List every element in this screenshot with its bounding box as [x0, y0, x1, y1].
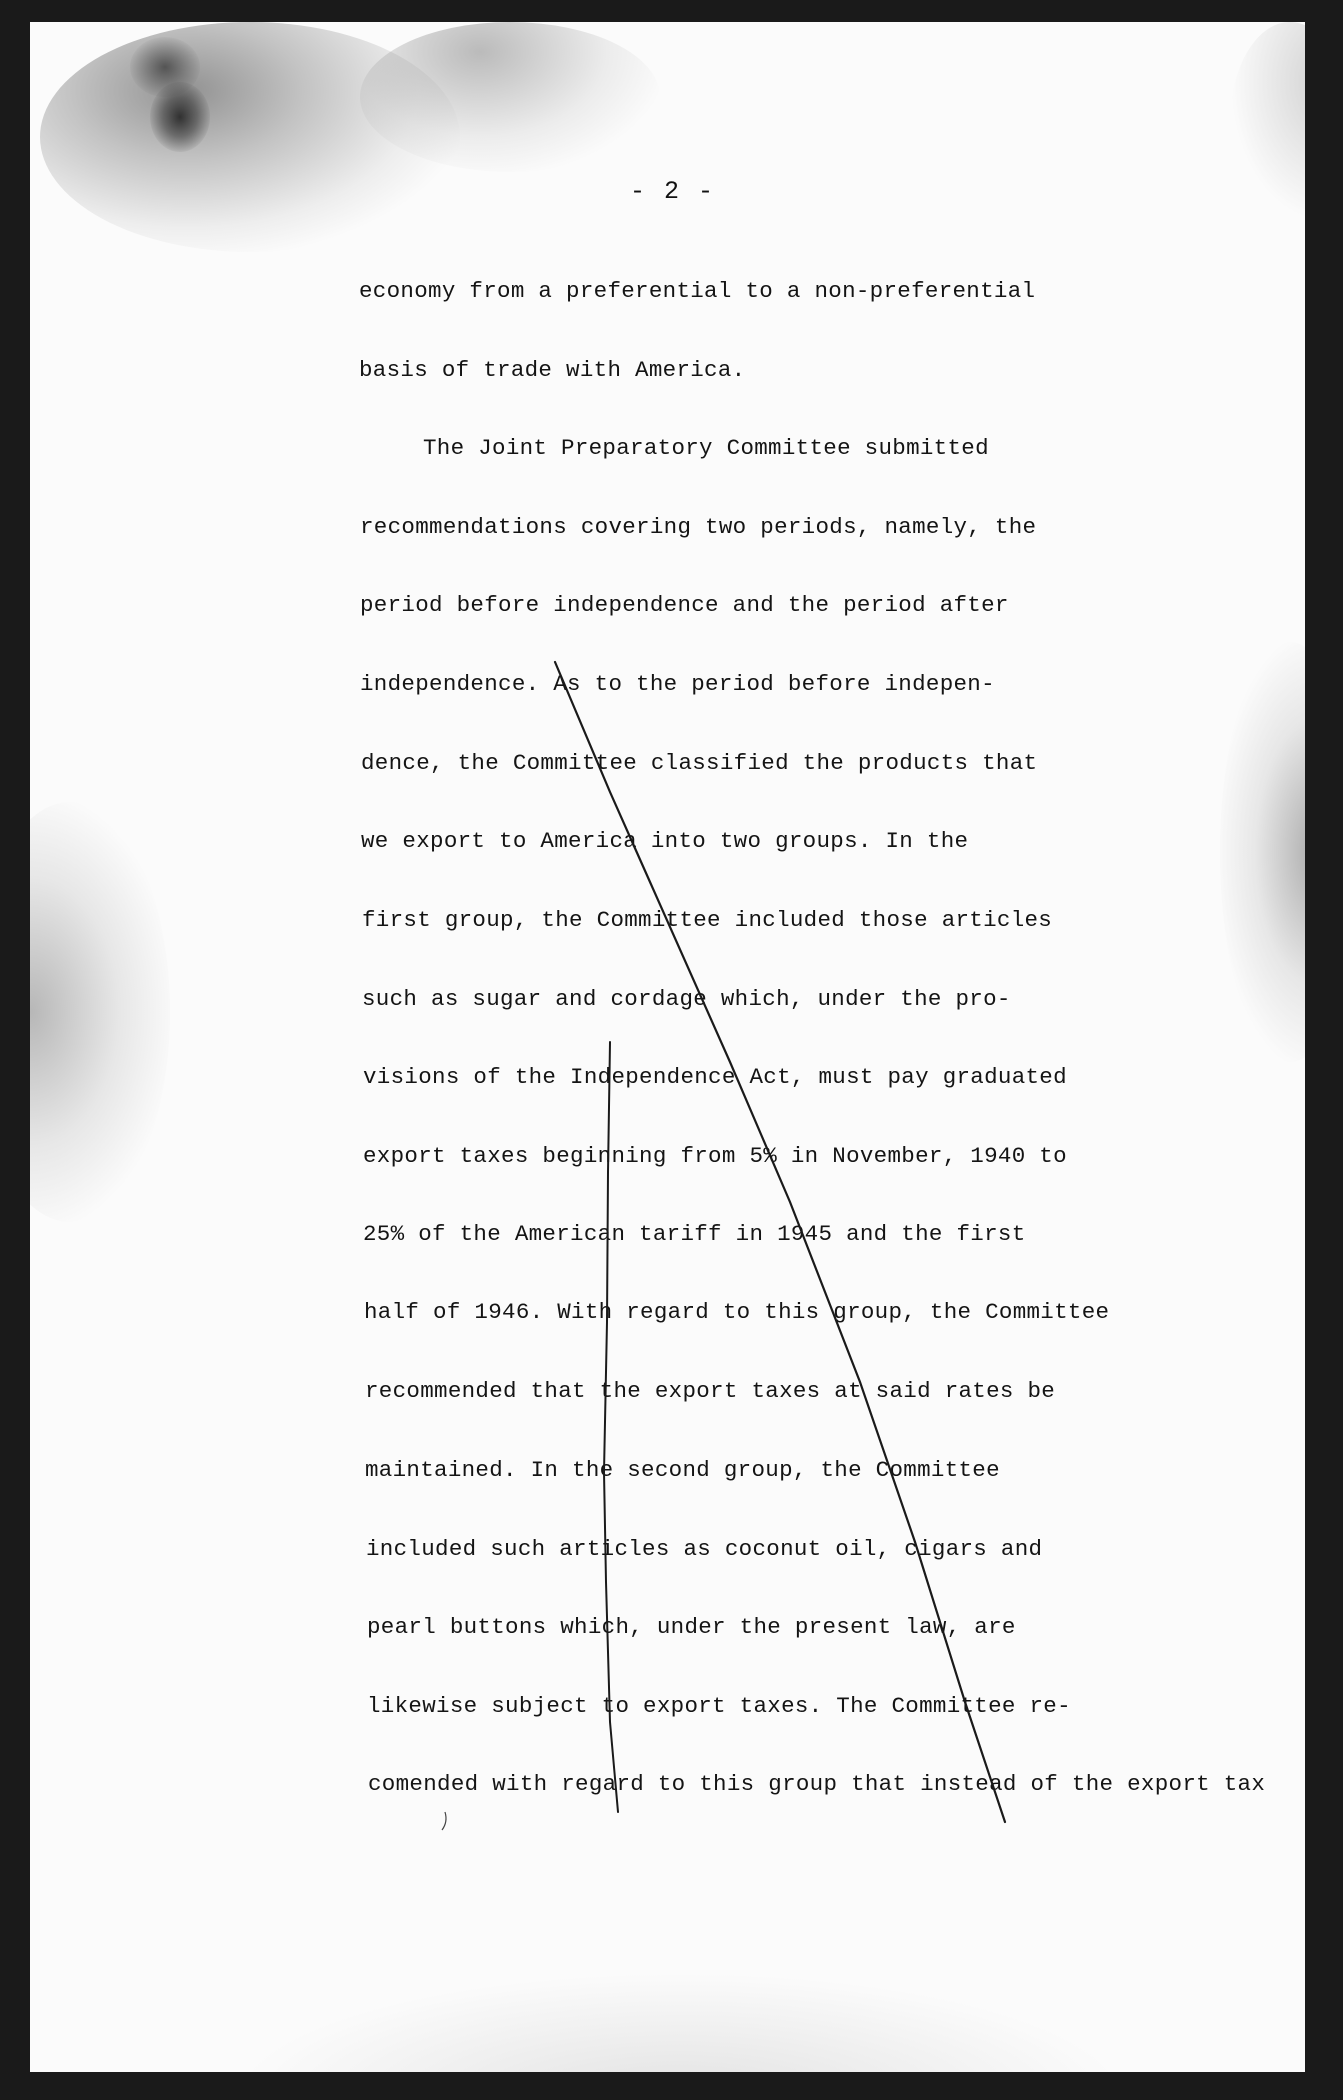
text-line: The Joint Preparatory Committee submitted: [423, 435, 989, 461]
text-line: period before independence and the period after: [360, 592, 1009, 618]
text-line: 25% of the American tariff in 1945 and the first: [363, 1221, 1026, 1247]
text-line: maintained. In the second group, the Committee: [365, 1457, 1000, 1483]
text-line: likewise subject to export taxes. The Committee re-: [367, 1693, 1071, 1719]
ink-stain: [30, 802, 170, 1222]
text-line: pearl buttons which, under the present law, are: [367, 1614, 1016, 1640]
ink-stain: [130, 37, 200, 97]
text-line: export taxes beginning from 5% in November, 1940 to: [363, 1143, 1067, 1169]
pencil-strike-lines: [30, 22, 1305, 2072]
text-line: economy from a preferential to a non-preferential: [359, 278, 1036, 304]
text-line: such as sugar and cordage which, under the pro-: [362, 986, 1011, 1012]
text-line: recommended that the export taxes at said rates be: [365, 1378, 1056, 1404]
text-line: included such articles as coconut oil, cigars and: [366, 1536, 1043, 1562]
text-line: first group, the Committee included those articles: [362, 907, 1053, 933]
text-line: visions of the Independence Act, must pay graduated: [363, 1064, 1067, 1090]
ink-stain: [1220, 642, 1305, 1062]
pencil-tick-mark: [442, 1812, 446, 1830]
ink-stain: [150, 82, 210, 152]
ink-stain: [360, 22, 660, 172]
ink-stain: [1230, 22, 1305, 222]
text-line: basis of trade with America.: [359, 357, 746, 383]
text-line: we export to America into two groups. In the: [361, 828, 969, 854]
ink-stain: [40, 22, 460, 252]
ink-stain: [230, 1972, 1130, 2072]
text-line: independence. As to the period before indepen-: [360, 671, 995, 697]
document-page: [30, 22, 1305, 2072]
page-number: - 2 -: [630, 177, 716, 206]
text-line: recommendations covering two periods, namely, the: [360, 514, 1037, 540]
text-line: comended with regard to this group that instead of the export tax: [368, 1771, 1266, 1797]
text-line: half of 1946. With regard to this group, the Committee: [364, 1299, 1110, 1325]
text-line: dence, the Committee classified the products that: [361, 750, 1038, 776]
